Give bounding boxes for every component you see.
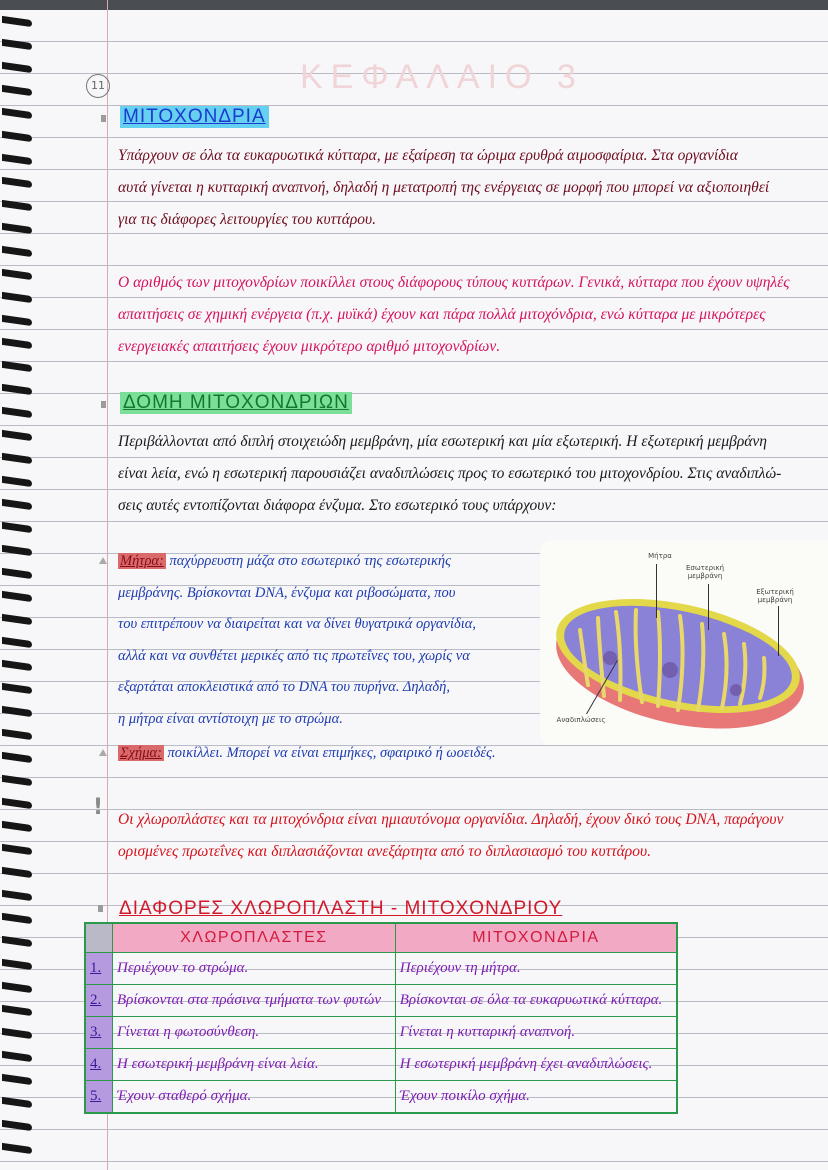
leader-line <box>708 584 709 630</box>
text-line: Ο αριθμός των μιτοχονδρίων ποικίλλει στους διάφορους τύπους κυττάρων. Γενικά, κύτταρα που έχουν υψηλές <box>118 274 790 291</box>
leader-line <box>778 606 779 656</box>
bullet-icon <box>98 905 103 912</box>
text-line: σεις αυτές εντοπίζονται διάφορα ένζυμα. Στο εσωτερικό τους υπάρχουν: <box>118 497 557 514</box>
cell-mitochondria: Περιέχουν τη μήτρα. <box>395 953 677 985</box>
table-row <box>85 1081 677 1114</box>
comparison-table <box>84 922 678 1114</box>
bullet-icon <box>101 401 106 408</box>
column-header-chloroplasts: ΧΛΩΡΟΠΛΑΣΤΕΣ <box>113 923 396 953</box>
table-row <box>85 953 677 985</box>
text-line: απαιτήσεις σε χημική ενέργεια (π.χ. μυϊκά) έχουν και πάρα πολλά μιτοχόνδρια, ενώ κύτταρα με μικρότερες <box>118 306 766 323</box>
text-line: αυτά γίνεται η κυτταρική αναπνοή, δηλαδή η μετατροπή της ενέργειας σε μορφή που μπορεί να αξιοποιηθεί <box>118 179 770 196</box>
table-row <box>85 985 677 1017</box>
spiral-binding <box>0 10 34 1170</box>
exclamation-icon: ! <box>93 795 104 820</box>
text-line: εξαρτάται αποκλειστικά από το DNA του πυρήνα. Δηλαδή, <box>118 679 450 695</box>
row-number: 2. <box>85 985 113 1017</box>
text-line: ενεργειακές απαιτήσεις έχουν μικρότερο αριθμό μιτοχονδρίων. <box>118 338 501 355</box>
cell-mitochondria: Έχουν ποικίλο σχήμα. <box>395 1081 677 1114</box>
cell-chloroplasts: Έχουν σταθερό σχήμα. <box>113 1081 396 1114</box>
column-header-mitochondria: ΜΙΤΟΧΟΝΔΡΙΑ <box>395 923 677 953</box>
cell-mitochondria: Η εσωτερική μεμβράνη έχει αναδιπλώσεις. <box>395 1049 677 1081</box>
text-line: ορισμένες πρωτεΐνες και διπλασιάζονται ανεξάρτητα από το διπλασιασμό του κυττάρου. <box>118 843 651 860</box>
paragraph-semi-autonomous-note <box>118 804 783 868</box>
term-matrix: Μήτρα: <box>120 553 164 569</box>
label-outer-membrane: Εξωτερική μεμβράνη <box>756 588 794 604</box>
label-cristae: Αναδιπλώσεις <box>556 716 606 724</box>
heading-mitochondria: ΜΙΤΟΧΟΝΔΡΙΑ <box>120 106 269 128</box>
table-corner <box>85 923 113 953</box>
paragraph-mitochondria-count <box>118 267 790 363</box>
paragraph-shape <box>118 737 496 769</box>
cell-mitochondria: Βρίσκονται σε όλα τα ευκαρυωτικά κύτταρα. <box>395 985 677 1017</box>
text-line: η μήτρα είναι αντίστοιχη με το στρώμα. <box>118 710 343 727</box>
text-line: παχύρρευστη μάζα στο εσωτερικό της εσωτερικής <box>169 553 451 569</box>
paragraph-intro <box>118 140 769 236</box>
page-number: 11 <box>86 74 110 98</box>
text-line: ποικίλλει. Μπορεί να είναι επιμήκες, σφαιρικό ή ωοειδές. <box>167 745 496 761</box>
table-header-row <box>85 923 677 953</box>
paragraph-matrix <box>118 546 476 735</box>
text-line: αλλά και να συνθέτει μερικές από τις πρωτεΐνες του, χωρίς να <box>118 647 470 664</box>
cell-mitochondria: Γίνεται η κυτταρική αναπνοή. <box>395 1017 677 1049</box>
mitochondrion-diagram <box>540 540 828 745</box>
text-line: μεμβράνης. Βρίσκονται DNA, ένζυμα και ριβοσώματα, που <box>118 584 456 601</box>
label-inner-membrane: Εσωτερική μεμβράνη <box>685 564 725 580</box>
row-number: 3. <box>85 1017 113 1049</box>
text-line: είναι λεία, ενώ η εσωτερική παρουσιάζει αναδιπλώσεις προς το εσωτερικό του μιτοχονδρίου. Στις αναδιπλώ- <box>118 465 782 482</box>
page-top-edge <box>0 0 828 10</box>
leader-line <box>656 564 657 618</box>
table-row <box>85 1017 677 1049</box>
triangle-bullet-icon <box>99 557 107 564</box>
text-line: Υπάρχουν σε όλα τα ευκαρυωτικά κύτταρα, με εξαίρεση τα ώριμα ερυθρά αιμοσφαίρια. Στα οργανίδια <box>118 147 738 164</box>
heading-structure: ΔΟΜΗ ΜΙΤΟΧΟΝΔΡΙΩΝ <box>120 392 352 414</box>
term-shape: Σχήμα: <box>120 745 162 761</box>
row-number: 1. <box>85 953 113 985</box>
cell-chloroplasts: Γίνεται η φωτοσύνθεση. <box>113 1017 396 1049</box>
heading-differences: ΔΙΑΦΟΡΕΣ ΧΛΩΡΟΠΛΑΣΤΗ - ΜΙΤΟΧΟΝΔΡΙΟΥ <box>119 898 563 919</box>
bullet-icon <box>101 115 106 122</box>
text-line: Περιβάλλονται από διπλή στοιχειώδη μεμβράνη, μία εσωτερική και μία εξωτερική. Η εξωτερική μεμβράνη <box>118 433 767 450</box>
row-number: 4. <box>85 1049 113 1081</box>
ghost-heading-bleed-through: ΚΕΦΑΛΑΙΟ 3 <box>300 58 584 96</box>
triangle-bullet-icon <box>99 749 107 756</box>
text-line: του επιτρέπουν να διαιρείται και να δίνει θυγατρικά οργανίδια, <box>118 616 477 632</box>
row-number: 5. <box>85 1081 113 1114</box>
label-matrix: Μήτρα <box>648 552 672 560</box>
text-line: Οι χλωροπλάστες και τα μιτοχόνδρια είναι ημιαυτόνομα οργανίδια. Δηλαδή, έχουν δικό τους DNA, παράγουν <box>118 811 784 828</box>
text-line: για τις διάφορες λειτουργίες του κυττάρου. <box>118 211 377 228</box>
cell-chloroplasts: Η εσωτερική μεμβράνη είναι λεία. <box>113 1049 396 1081</box>
cell-chloroplasts: Βρίσκονται στα πράσινα τμήματα των φυτών <box>113 985 396 1017</box>
cell-chloroplasts: Περιέχουν το στρώμα. <box>113 953 396 985</box>
table-row <box>85 1049 677 1081</box>
paragraph-structure <box>118 426 781 522</box>
